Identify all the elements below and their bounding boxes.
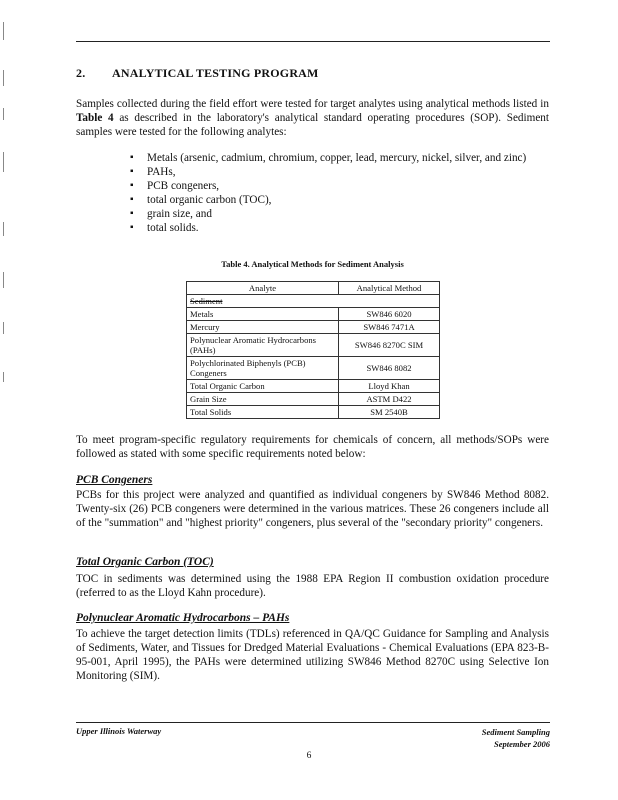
intro-text-start: Samples collected during the field effort were tested for target analytes using analytical methods listed in (76, 98, 549, 110)
table-row (187, 393, 440, 406)
table-cell: SW846 8082 (339, 357, 440, 380)
column-header-method: Analytical Method (339, 282, 440, 295)
footer-report-date: September 2006 (494, 739, 550, 749)
table-row (187, 406, 440, 419)
header-rule (76, 41, 550, 42)
intro-text-end: as described in the laboratory's analytical standard operating procedures (SOP). Sediment samples were tested for the following analytes: (76, 112, 549, 138)
table-cell: SW846 8270C SIM (339, 334, 440, 357)
table-row (187, 308, 440, 321)
table-row (187, 334, 440, 357)
list-item: ▪ PCB congeners, (130, 179, 550, 193)
scan-margin-marks (3, 22, 11, 422)
section-title: ANALYTICAL TESTING PROGRAM (112, 66, 319, 80)
table-group-row (187, 295, 440, 308)
regulatory-paragraph: To meet program-specific regulatory requirements for chemicals of concern, all methods/SOPs were followed as stated with some specific requirements noted below: (76, 434, 549, 460)
footer-rule (76, 722, 550, 723)
table-cell: Polynuclear Aromatic Hydrocarbons (PAHs) (187, 334, 339, 357)
table-cell: SW846 6020 (339, 308, 440, 321)
table-cell: SW846 7471A (339, 321, 440, 334)
section-number: 2. (76, 66, 86, 80)
list-item: ▪ total solids. (130, 221, 550, 235)
section-heading (76, 66, 319, 81)
table-cell: ASTM D422 (339, 393, 440, 406)
table-reference: Table 4 (76, 112, 114, 124)
subsection-text-pah: To achieve the target detection limits (TDLs) referenced in QA/QC Guidance for Sampling and Analysis of Sediments, Water, and Tissues for Dredged Material Evaluations - Chemical Evaluations (EPA 823-B-95-001, April 1995), the PAHs were determined utilizing SW846 Method 8270C using Selective Ion Monitoring (SIM). (76, 628, 549, 682)
table-row (187, 321, 440, 334)
list-item: ▪ PAHs, (130, 165, 550, 179)
table-cell: Mercury (187, 321, 339, 334)
subsection-text-pcb: PCBs for this project were analyzed and quantified as individual congeners by SW846 Method 8082. Twenty-six (26) PCB congeners were determined in the various matrices. These 26 congeners include all of the "summation" and "highest priority" congeners, plus several of the "secondary priority" congeners. (76, 489, 549, 529)
table-cell: Total Organic Carbon (187, 380, 339, 393)
table-cell: Lloyd Khan (339, 380, 440, 393)
table-cell: Grain Size (187, 393, 339, 406)
table-row (187, 357, 440, 380)
list-item: ▪ total organic carbon (TOC), (130, 193, 550, 207)
footer-report-title: Sediment Sampling (481, 727, 550, 737)
list-item: ▪ grain size, and (130, 207, 550, 221)
table-cell: Polychlorinated Biphenyls (PCB) Congeners (187, 357, 339, 380)
table-cell: SM 2540B (339, 406, 440, 419)
table-caption: Table 4. Analytical Methods for Sediment Analysis (221, 259, 404, 269)
table-cell: Metals (187, 308, 339, 321)
analyte-list (130, 151, 550, 235)
intro-paragraph (76, 97, 549, 139)
subsection-title-pcb: PCB Congeners (76, 474, 153, 486)
footer-report-info (482, 726, 550, 750)
subsection-title-pah: Polynuclear Aromatic Hydrocarbons – PAHs (76, 612, 290, 624)
page-number: 6 (306, 751, 312, 761)
subsection-title-toc: Total Organic Carbon (TOC) (76, 556, 214, 568)
analytical-methods-table (186, 281, 440, 419)
subsection-text-toc: TOC in sediments was determined using the 1988 EPA Region II combustion oxidation procedure (referred to as the Lloyd Kahn procedure). (76, 573, 549, 599)
table-row (187, 380, 440, 393)
list-item: ▪ Metals (arsenic, cadmium, chromium, copper, lead, mercury, nickel, silver, and zinc) (130, 151, 550, 165)
table-cell: Total Solids (187, 406, 339, 419)
group-label: Sediment (187, 295, 440, 308)
table-header-row (187, 282, 440, 295)
footer-project-name: Upper Illinois Waterway (76, 726, 162, 736)
column-header-analyte: Analyte (187, 282, 339, 295)
